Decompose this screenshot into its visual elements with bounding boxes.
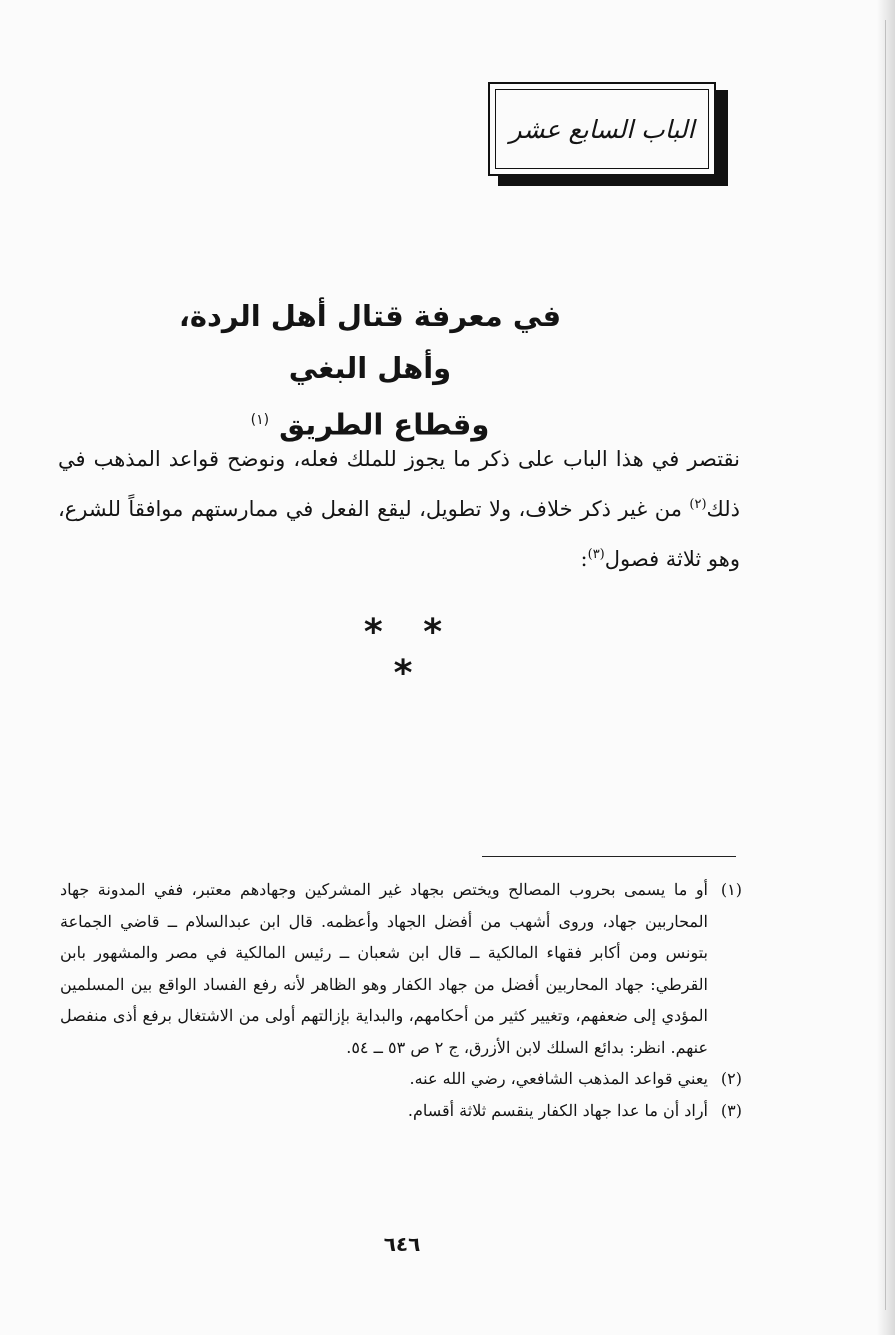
footnote-number: (١) <box>720 880 742 899</box>
footnote-text: أو ما يسمى بحروب المصالح ويختص بجهاد غير المشركين وجهادهم معتبر، ففي المدونة جهاد المحاربين جهاد، وروى أشهب من أفضل الجهاد وأعظمه. قال ابن عبدالسلام ــ قاضي الجماعة بتونس ومن أكابر فقهاء المالكية ــ قال ابن شعبان ــ رئيس المالكية في مصر والمشهور بابن القرطي: جهاد المحاربين أفضل من جهاد الكفار وهو الظاهر لأنه رفع الفساد الواقع بين المسلمين المؤدي إلى ضعفهم، وتغيير كثير من أحكامهم، والبداية بإزالتهم أولى من الاشتغال برفع أذى منفصل عنهم. انظر: بدائع السلك لابن الأزرق، ج ٢ ص ٥٣ ــ ٥٤. <box>60 880 709 1057</box>
section-heading <box>140 290 600 451</box>
intro-text-3: : <box>580 547 588 571</box>
footnote-text: يعني قواعد المذهب الشافعي، رضي الله عنه. <box>409 1069 708 1088</box>
footnote-2 <box>60 1063 742 1095</box>
footnote-rule <box>482 856 736 857</box>
intro-footnote-mark-3: (٣) <box>587 547 605 562</box>
intro-text-1: نقتصر في هذا الباب على ذكر ما يجوز للملك فعله، ونوضح قواعد المذهب في ذلك <box>58 447 740 521</box>
intro-paragraph <box>58 436 740 582</box>
footnote-3 <box>60 1095 742 1127</box>
section-heading-line-1: في معرفة قتال أهل الردة، وأهل البغي <box>178 299 562 385</box>
footnote-text: أراد أن ما عدا جهاد الكفار ينقسم ثلاثة أقسام. <box>407 1100 708 1120</box>
page-edge-shadow <box>877 0 895 1335</box>
footnote-number: (٢) <box>720 1069 742 1088</box>
section-heading-line-2-text: وقطاع الطريق <box>279 407 490 442</box>
page-number: ٦٤٦ <box>383 1232 421 1256</box>
heading-footnote-mark: (١) <box>250 412 270 428</box>
intro-text-2: من غير ذكر خلاف، ولا تطويل، ليقع الفعل في ممارستهم موافقاً للشرع، وهو ثلاثة فصول <box>58 497 740 571</box>
chapter-title-box <box>488 82 716 176</box>
intro-footnote-mark-2: (٢) <box>689 497 707 512</box>
footnote-1 <box>60 874 742 1063</box>
section-separator: * * * <box>363 612 457 694</box>
footnote-number: (٣) <box>720 1100 742 1120</box>
chapter-title: الباب السابع عشر <box>509 114 695 144</box>
page-edge-line <box>885 20 886 1310</box>
footnotes <box>60 874 742 1126</box>
